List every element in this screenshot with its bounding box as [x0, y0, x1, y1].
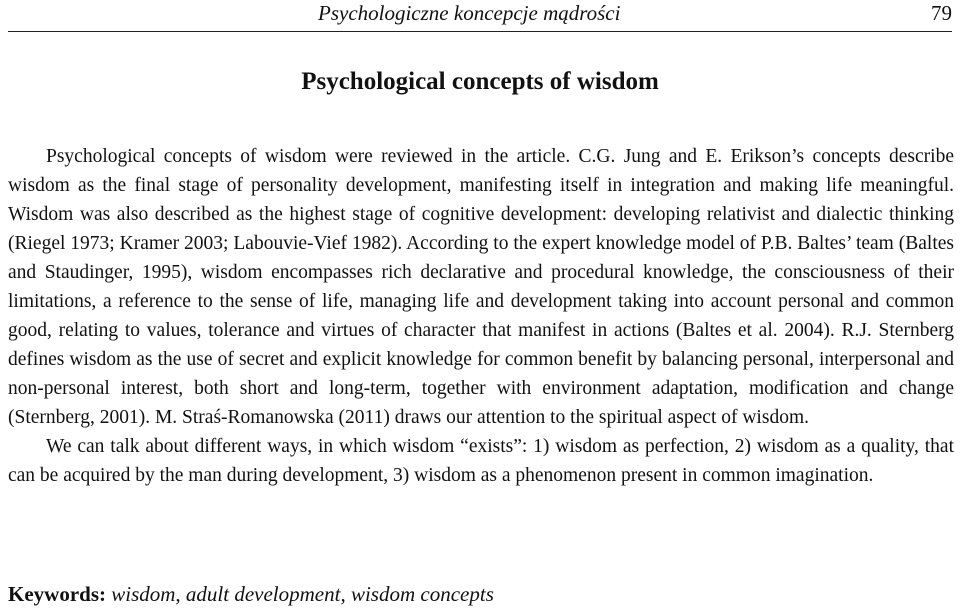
- abstract-paragraph-1: Psychological concepts of wisdom were reviewed in the article. C.G. Jung and E. Erikson’s concepts describe wisdom as the final stage of personality development, manifesting itself in integration and making life meaningful. Wisdom was also described as the highest stage of cognitive development: developing relativist and dialectic thinking (Riegel 1973; Kramer 2003; Labouvie-Vief 1982). According to the expert knowledge model of P.B. Baltes’ team (Baltes and Staudinger, 1995), wisdom encompasses rich declarative and procedural knowledge, the consciousness of their limitations, a reference to the sense of life, managing life and development taking into account personal and common good, relating to values, tolerance and virtues of character that manifest in actions (Baltes et al. 2004). R.J. Sternberg defines wisdom as the use of secret and explicit knowledge for common benefit by balancing personal, interpersonal and non-personal interest, both short and long-term, together with environment adaptation, modification and change (Sternberg, 2001). M. Straś-Romanowska (2011) draws our attention to the spiritual aspect of wisdom.: [8, 146, 954, 428]
- abstract-paragraph-2: We can talk about different ways, in which wisdom “exists”: 1) wisdom as perfection, 2) wisdom as a quality, that can be acquired by the man during development, 3) wisdom as a phenomenon present in common imagination.: [8, 436, 954, 486]
- abstract: [8, 142, 954, 490]
- running-header-title: Psychologiczne koncepcje mądrości: [318, 1, 621, 25]
- running-header: [0, 0, 960, 30]
- keywords: [8, 582, 494, 607]
- header-rule: [8, 31, 952, 32]
- keywords-list: wisdom, adult development, wisdom concepts: [111, 582, 494, 606]
- keywords-label: Keywords:: [8, 582, 106, 606]
- article-title: Psychological concepts of wisdom: [301, 68, 659, 95]
- page-number: 79: [931, 1, 952, 25]
